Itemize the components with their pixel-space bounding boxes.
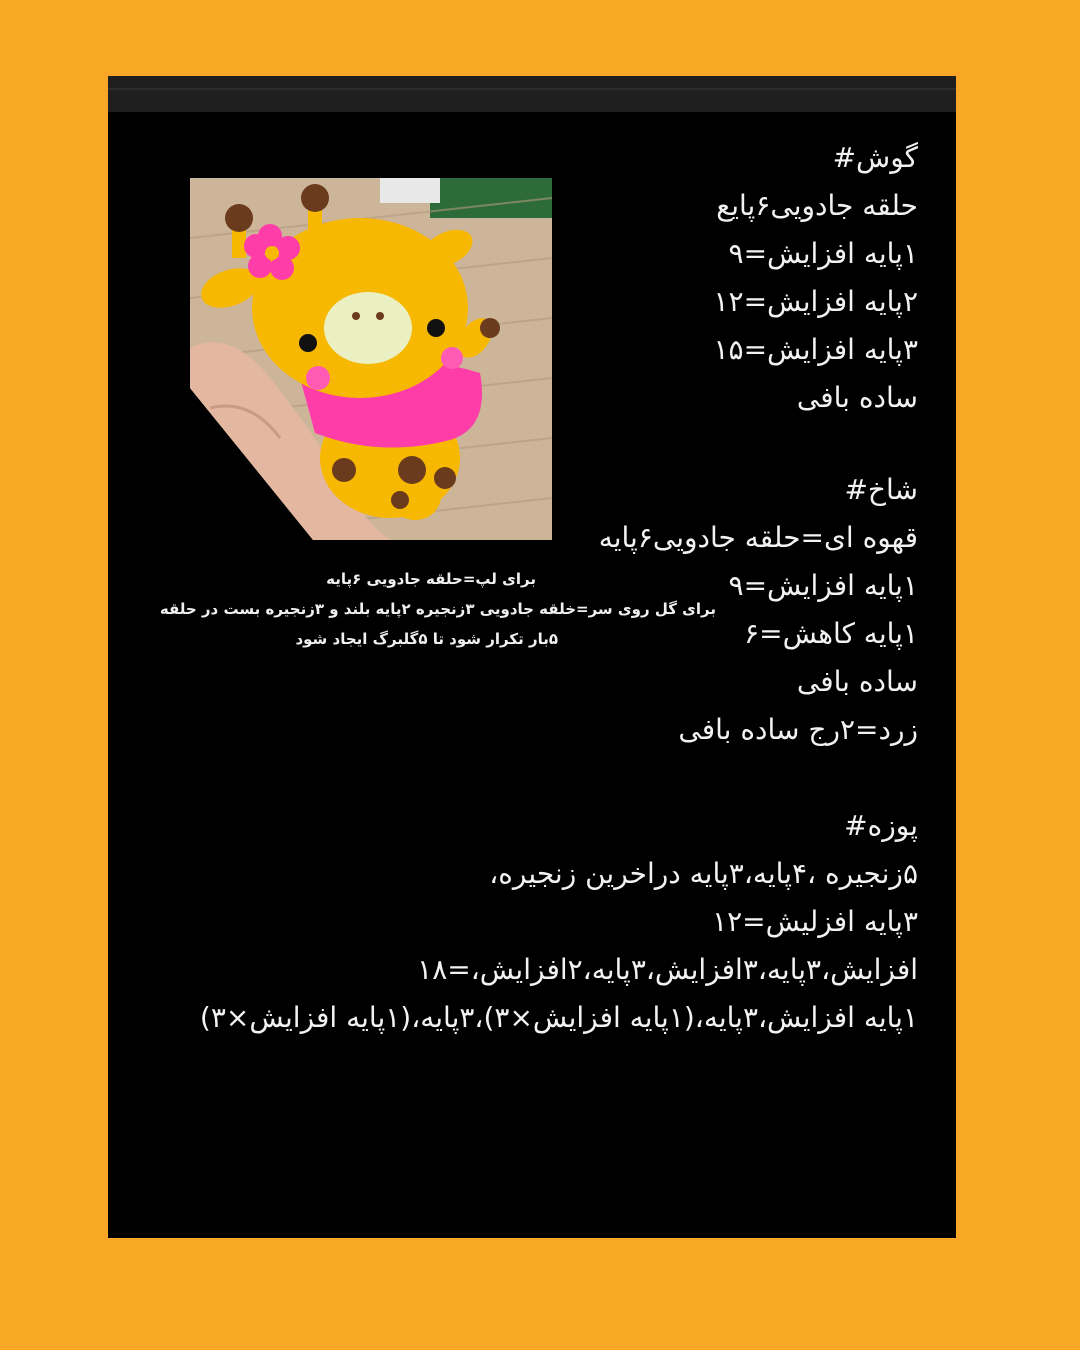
pattern-line: ۱پایه افزایش،۳پایه،(۱پایه افزایش×۳)،۳پایه،(۱پایه افزایش×۳): [199, 1001, 918, 1034]
pattern-line: ۱پایه کاهش=۶: [744, 617, 918, 650]
pattern-line: ساده بافی: [796, 665, 918, 698]
pattern-line: ۱پایه افزایش=۹: [728, 237, 918, 270]
note-flower: برای گل روی سر=خلقه جادویی ۳زنجیره ۲پایه بلند و ۳زنجیره بست در حلقه: [159, 600, 716, 618]
pattern-line: افزایش،۳پایه،۳افزایش،۳پایه،۲افزایش،=۱۸: [417, 953, 918, 986]
pattern-line: قهوه ای=حلقه جادویی۶پایه: [598, 521, 918, 554]
pattern-line: ۳پایه افزایش=۱۵: [713, 333, 918, 366]
status-bar: [108, 76, 956, 112]
document-panel: [108, 76, 956, 1238]
pattern-line: ۱پایه افزایش=۹: [728, 569, 918, 602]
section-heading-horn: شاخ#: [844, 473, 918, 506]
giraffe-amigurumi-illustration: [190, 178, 552, 540]
pattern-line: ۲پایه افزایش=۱۲: [713, 285, 918, 318]
pattern-line: حلقه جادویی۶پایع: [716, 189, 918, 222]
section-heading-muzzle: پوزه#: [844, 809, 918, 842]
pattern-line: ۵زنجیره ،۴پایه،۳پایه دراخرین زنجیره،: [489, 857, 918, 890]
section-heading-ear: گوش#: [832, 141, 918, 174]
note-flower-repeat: ۵بار تکرار شود تا ۵گلبرگ ایجاد شود: [295, 630, 558, 648]
pattern-line: ساده بافی: [796, 381, 918, 414]
giraffe-photo: [190, 178, 552, 540]
pattern-line: ۳پایه افزلیش=۱۲: [712, 905, 918, 938]
pattern-line: زرد=۲رج ساده بافی: [678, 713, 918, 746]
note-cheek: برای لپ=حلقه جادویی ۶پایه: [326, 570, 536, 588]
